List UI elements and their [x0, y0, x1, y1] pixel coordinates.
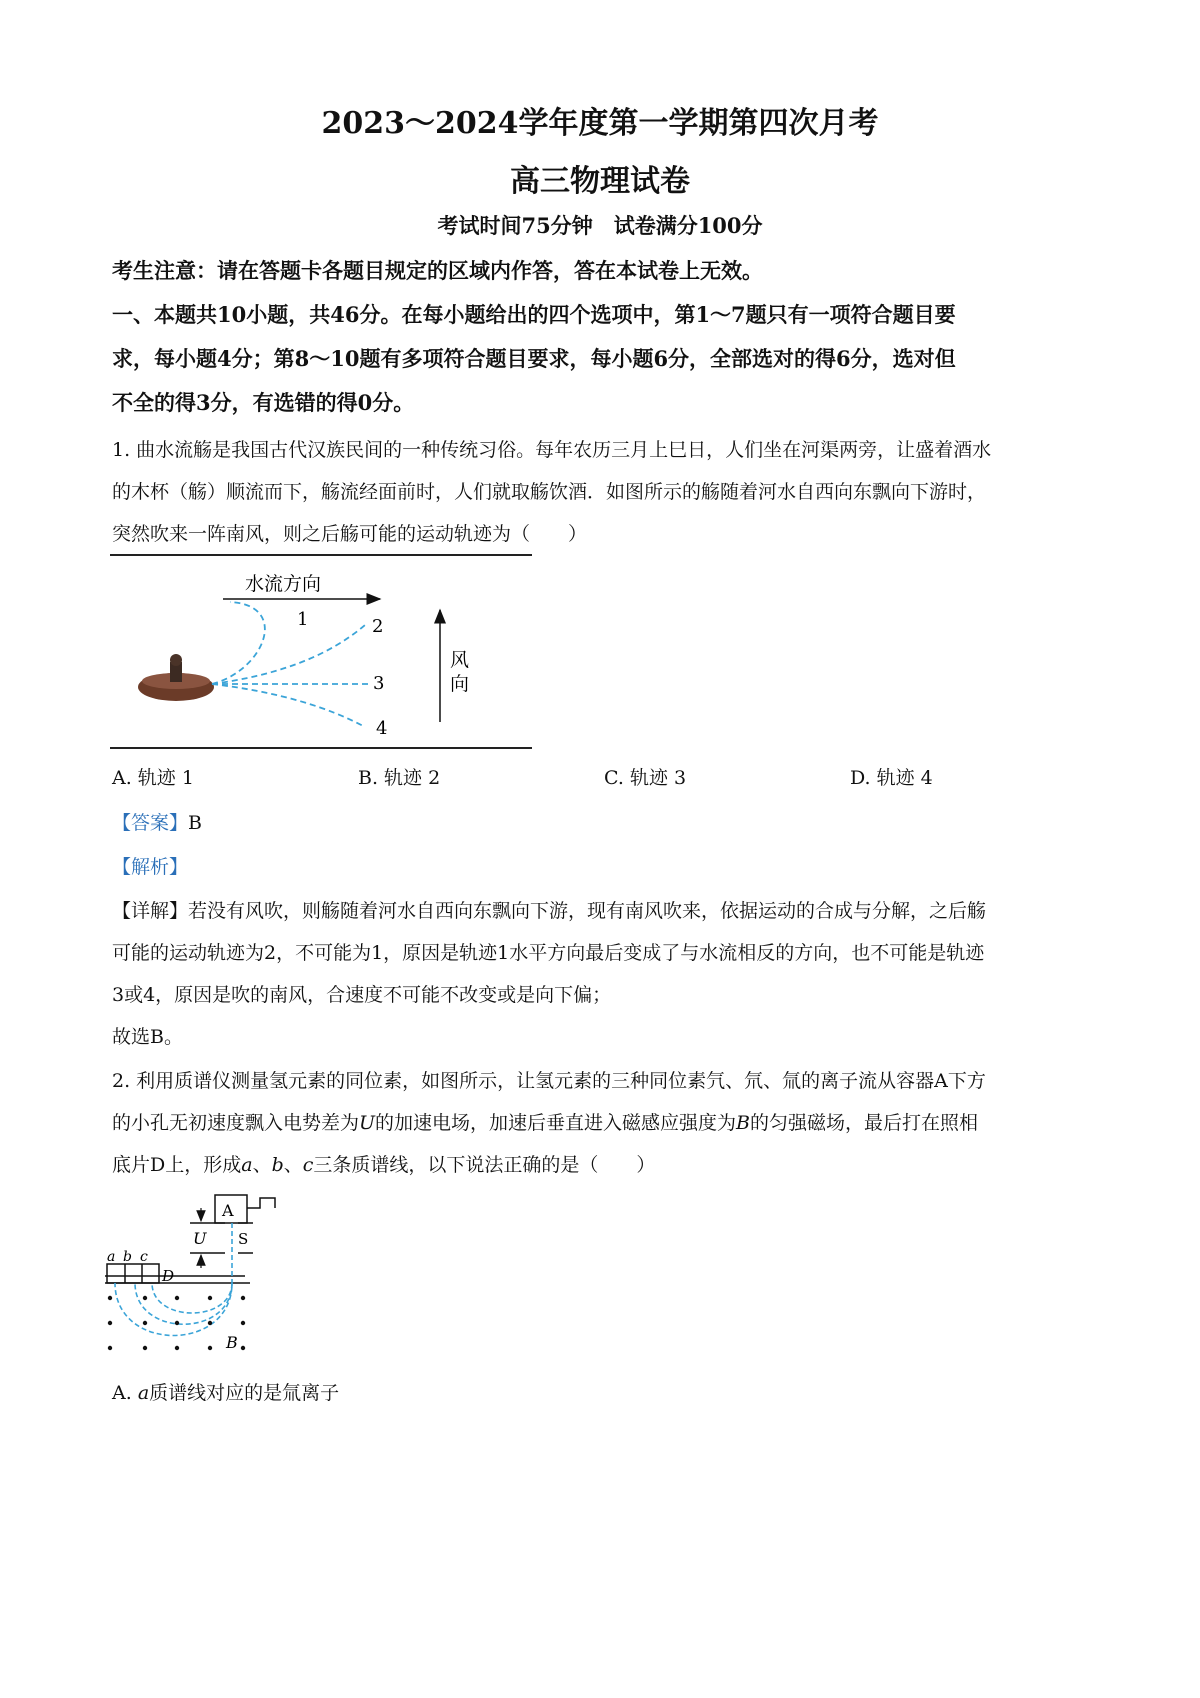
line-c-symbol: c [302, 1154, 314, 1176]
q2-stem-line-1: 2. 利用质谱仪测量氢元素的同位素，如图所示，让氢元素的三种同位素氕、氘、氚的离子流从容器A下方 [112, 1070, 986, 1092]
photographic-film-d [107, 1264, 159, 1283]
q1-option-c: C. 轨迹 3 [604, 767, 687, 789]
q2-line2-mid: 的加速电场，加速后垂直进入磁感应强度为 [375, 1112, 737, 1134]
track-label-4: 4 [376, 718, 388, 739]
detail-tag: 【详解】 [112, 900, 189, 922]
water-flow-label: 水流方向 [245, 573, 322, 595]
track-label-1: 1 [297, 609, 309, 630]
label-a-container: A [222, 1201, 234, 1220]
mass-spectrometer-figure [105, 1188, 305, 1368]
track-label-3: 3 [373, 673, 385, 694]
q2-line3-text: 底片D上，形成 [112, 1154, 242, 1176]
option-symbol: a [137, 1382, 150, 1404]
field-symbol: B [736, 1112, 751, 1134]
label-voltage-u: U [193, 1229, 207, 1248]
notice: 考生注意：请在答题卡各题目规定的区域内作答，答在本试卷上无效。 [112, 258, 763, 283]
exam-title: 2023～2024学年度第一学期第四次月考 [321, 106, 879, 141]
section-instruction-line-1: 一、本题共10小题，共46分。在每小题给出的四个选项中，第1～7题只有一项符合题目要 [112, 302, 956, 327]
section-instruction-line-3: 不全的得3分，有选错的得0分。 [112, 390, 415, 415]
q1-stem-line-1: 1. 曲水流觞是我国古代汉族民间的一种传统习俗。每年农历三月上巳日，人们坐在河渠两旁，让盛着酒水 [112, 439, 992, 461]
answer-value: B [188, 812, 202, 834]
q1-option-d: D. 轨迹 4 [850, 767, 933, 789]
line-a-symbol: a [241, 1154, 253, 1176]
q2-stem-line-3 [112, 1150, 655, 1177]
label-film-d: D [162, 1267, 175, 1285]
trajectory-1 [212, 602, 265, 684]
sep: 、 [283, 1154, 303, 1176]
label-a: a [107, 1249, 116, 1265]
exam-subject-title: 高三物理试卷 [510, 164, 690, 199]
answer-tag: 【答案】 [112, 812, 189, 834]
line-b-symbol: b [271, 1154, 284, 1176]
voltage-symbol: U [359, 1112, 376, 1134]
q1-detail-line-1 [112, 896, 986, 923]
label-slit-s: S [238, 1230, 249, 1248]
analysis-tag: 【解析】 [112, 856, 189, 878]
cup-icon [138, 654, 214, 701]
sep: 、 [252, 1154, 272, 1176]
q1-detail-line-2: 可能的运动轨迹为2，不可能为1，原因是轨迹1水平方向最后变成了与水流相反的方向，也不可能是轨迹 [112, 942, 985, 964]
wind-label-2: 向 [450, 673, 470, 695]
option-prefix: A. [112, 1382, 138, 1404]
q1-stem-line-3: 突然吹来一阵南风，则之后觞可能的运动轨迹为（ ） [112, 523, 588, 545]
q1-detail-line-3: 3或4，原因是吹的南风，合速度不可能不改变或是向下偏； [112, 984, 612, 1006]
label-field-b: B [226, 1333, 238, 1352]
wind-label-1: 风 [450, 649, 470, 671]
q1-answer [112, 808, 202, 835]
detail-text-1: 若没有风吹，则觞随着河水自西向东飘向下游，现有南风吹来，依据运动的合成与分解，之后觞 [188, 900, 987, 922]
option-text: 质谱线对应的是氚离子 [149, 1382, 340, 1404]
ion-path-c [152, 1283, 232, 1313]
label-c: c [140, 1249, 148, 1265]
exam-time-info: 考试时间75分钟 试卷满分100分 [437, 213, 763, 238]
section-instruction-line-2: 求，每小题4分；第8～10题有多项符合题目要求，每小题6分，全部选对的得6分，选对但 [112, 346, 956, 371]
q2-line3-end: 三条质谱线，以下说法正确的是（ ） [313, 1154, 656, 1176]
label-b: b [123, 1249, 132, 1265]
magnetic-field-dots [108, 1296, 245, 1350]
track-label-2: 2 [372, 616, 384, 637]
q2-line2-end: 的匀强磁场，最后打在照相 [750, 1112, 979, 1134]
q1-option-a: A. 轨迹 1 [112, 767, 194, 789]
trajectory-4 [212, 684, 365, 727]
q2-option-a [112, 1378, 339, 1405]
container-pipe [247, 1198, 275, 1208]
q1-option-b: B. 轨迹 2 [358, 767, 441, 789]
q2-line2-text: 的小孔无初速度飘入电势差为 [112, 1112, 360, 1134]
q2-stem-line-2 [112, 1108, 978, 1135]
q1-river-figure [100, 550, 540, 775]
q1-stem-line-2: 的木杯（觞）顺流而下，觞流经面前时，人们就取觞饮酒．如图所示的觞随着河水自西向东飘向下游时， [112, 481, 987, 503]
trajectory-2 [212, 625, 365, 684]
q1-detail-line-4: 故选B。 [112, 1026, 183, 1048]
